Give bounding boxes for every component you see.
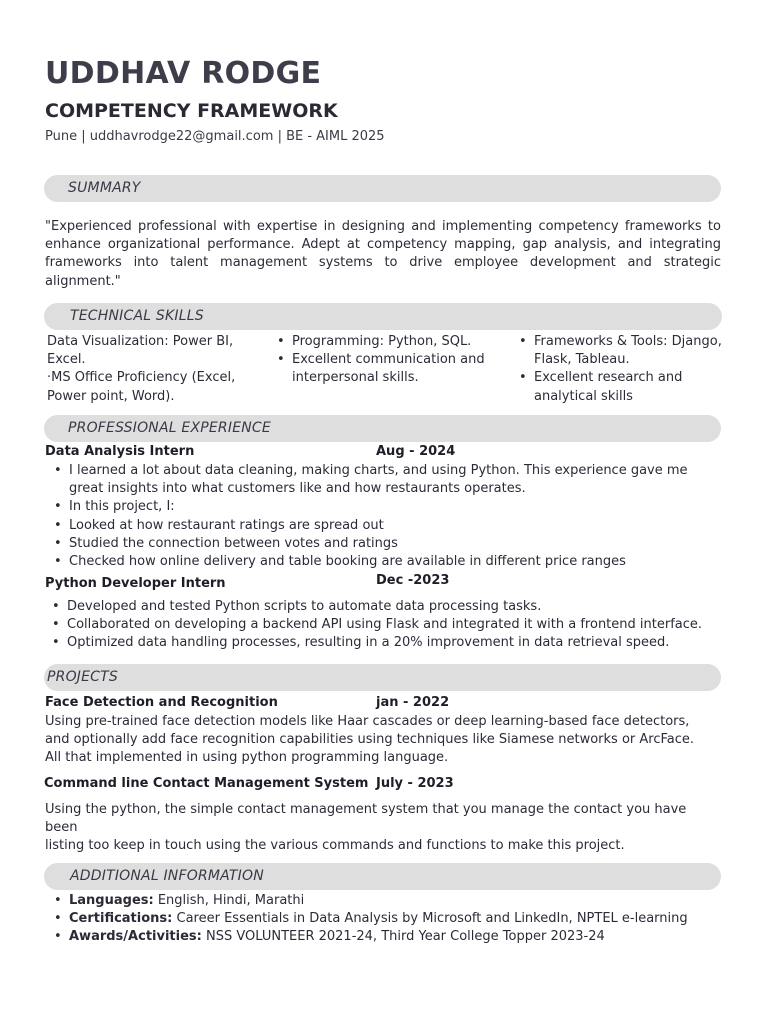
skill-item: Data Visualization: Power BI, Excel.	[47, 334, 234, 368]
summary-heading: SUMMARY	[68, 180, 141, 196]
list-item: • I learned a lot about data cleaning, making charts, and using Python. This experience gave me great insights into what customers like and how restaurants operates.	[69, 462, 719, 498]
skill-item: • Frameworks & Tools: Django, Flask, Tableau.	[534, 333, 724, 369]
job-date: Aug - 2024	[376, 444, 456, 459]
additional-section-header	[44, 863, 721, 890]
list-item: • Developed and tested Python scripts to automate data processing tasks.	[67, 598, 717, 616]
skills-heading: TECHNICAL SKILLS	[70, 308, 204, 324]
job-title: Data Analysis Intern	[45, 444, 195, 459]
skill-item: ·MS Office Proficiency (Excel, Power point, Word).	[47, 370, 236, 404]
experience-section-header	[44, 415, 721, 442]
skills-column-2	[292, 333, 492, 388]
info-item-certifications	[69, 910, 719, 928]
skill-item: • Excellent communication and interpersonal skills.	[292, 351, 492, 387]
resume-subtitle: COMPETENCY FRAMEWORK	[45, 100, 338, 122]
job-bullets	[69, 462, 719, 571]
list-item: • Optimized data handling processes, resulting in a 20% improvement in data retrieval speed.	[67, 634, 717, 652]
list-item: • In this project, I:	[69, 498, 719, 516]
list-item: • Checked how online delivery and table booking are available in different price ranges	[69, 553, 719, 571]
info-value: Career Essentials in Data Analysis by Microsoft and LinkedIn, NPTEL e-learning	[176, 911, 688, 927]
skill-item: • Excellent research and analytical skills	[534, 369, 724, 405]
text-line: All that implemented in using python programming language.	[45, 750, 449, 766]
projects-heading: PROJECTS	[47, 669, 118, 685]
contact-line: Pune | uddhavrodge22@gmail.com | BE - AIML 2025	[45, 129, 385, 144]
skills-column-1	[47, 333, 247, 406]
info-label: Languages:	[69, 893, 154, 908]
info-label: Certifications:	[69, 911, 173, 927]
project-description	[45, 801, 721, 856]
info-item-awards	[69, 928, 719, 946]
text-line: and optionally add face recognition capabilities using techniques like Siamese networks or ArcFace.	[45, 732, 695, 748]
skill-item: • Programming: Python, SQL.	[292, 333, 492, 351]
job-bullets	[67, 598, 717, 653]
info-item-languages	[69, 892, 719, 910]
info-value: English, Hindi, Marathi	[157, 893, 305, 908]
projects-section-header	[44, 664, 721, 691]
project-title: Face Detection and Recognition	[45, 695, 278, 710]
summary-text: "Experienced professional with expertise in designing and implementing competency frameworks to enhance organizational performance. Adept at competency mapping, gap analysis, and integrating frameworks into talent management systems to drive employee development and strategic alignment."	[45, 219, 721, 289]
skills-section-header	[44, 303, 722, 330]
job-date: Dec -2023	[376, 573, 450, 588]
list-item: • Studied the connection between votes and ratings	[69, 535, 719, 553]
text-line: listing too keep in touch using the various commands and functions to make this project.	[45, 838, 625, 854]
project-title: Command line Contact Management System	[44, 776, 369, 791]
project-date: jan - 2022	[376, 695, 450, 710]
text-line: Using the python, the simple contact management system that you manage the contact you have been	[45, 802, 687, 836]
info-value: NSS VOLUNTEER 2021-24, Third Year College Topper 2023-24	[205, 929, 605, 945]
project-description	[45, 713, 721, 768]
candidate-name: UDDHAV RODGE	[45, 56, 322, 91]
skills-column-3	[534, 333, 724, 406]
text-line: Using pre-trained face detection models like Haar cascades or deep learning-based face detectors,	[45, 714, 690, 729]
info-label: Awards/Activities:	[69, 929, 202, 945]
project-date: July - 2023	[376, 776, 454, 791]
summary-section-header	[44, 175, 721, 202]
additional-list	[69, 892, 719, 947]
experience-heading: PROFESSIONAL EXPERIENCE	[68, 420, 271, 436]
job-title: Python Developer Intern	[45, 576, 226, 591]
additional-heading: ADDITIONAL INFORMATION	[70, 868, 264, 884]
list-item: • Collaborated on developing a backend API using Flask and integrated it with a frontend interface.	[67, 616, 717, 634]
list-item: • Looked at how restaurant ratings are spread out	[69, 517, 719, 535]
